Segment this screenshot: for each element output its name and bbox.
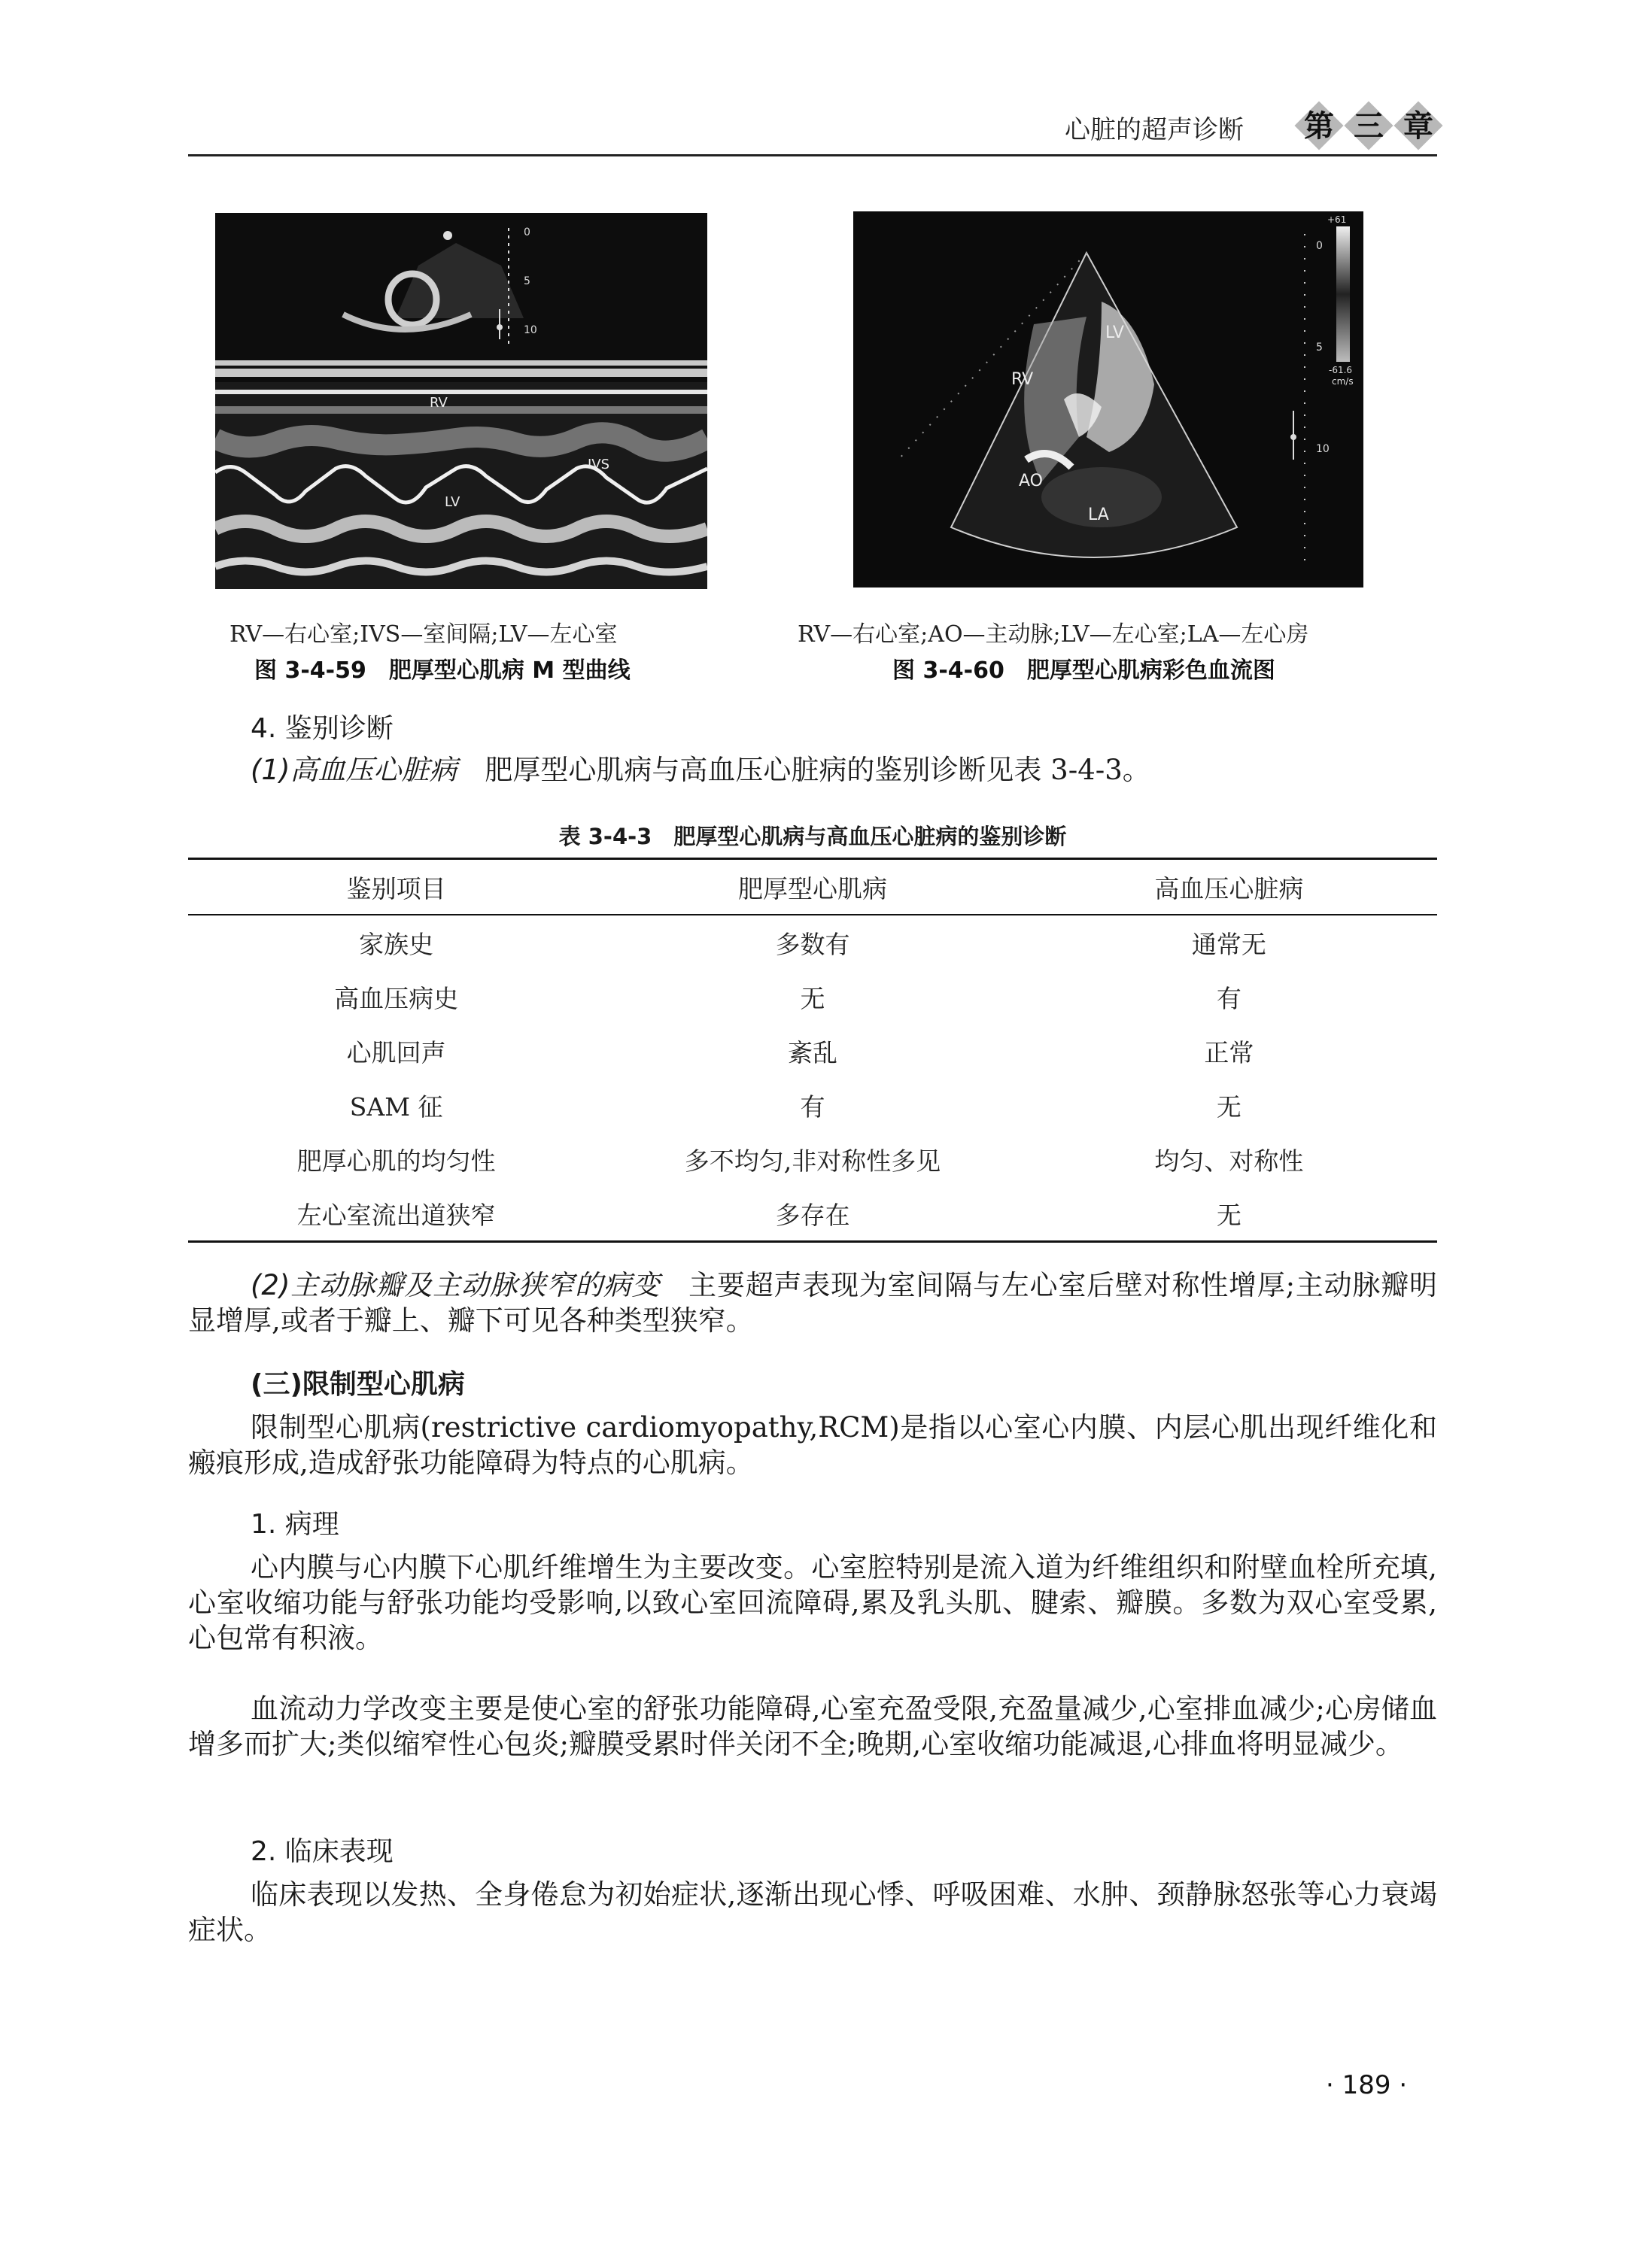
table-cell: 正常 <box>1204 1037 1254 1067</box>
table-cell: 多数有 <box>775 929 850 959</box>
running-title: 心脏的超声诊断 <box>1065 115 1244 145</box>
colorflow-velocity-bottom: -61.6 <box>1329 365 1353 375</box>
mmode-scale-10: 10 <box>524 324 537 336</box>
table-cell: 无 <box>800 983 825 1013</box>
mmode-scale-0: 0 <box>524 226 530 238</box>
table-cell: 高血压病史 <box>334 983 459 1013</box>
mmode-label-lv: LV <box>445 494 460 510</box>
table-cell: 多不均匀,非对称性多见 <box>684 1146 941 1176</box>
table-cell: 多存在 <box>604 1186 1020 1242</box>
figure-caption-3-4-59: 图 3-4-59 肥厚型心肌病 M 型曲线 <box>254 657 631 684</box>
table-header-row <box>188 859 1437 915</box>
item1-text: 肥厚型心肌病与高血压心脏病的鉴别诊断见表 3-4-3。 <box>457 754 1150 786</box>
chapter-char-3: 章 <box>1403 108 1433 144</box>
table-cell: 通常无 <box>1191 929 1266 959</box>
table-cell: 均匀、对称性 <box>1154 1146 1304 1176</box>
subheading-pathology: 1. 病理 <box>251 1509 339 1540</box>
page-number: · 189 · <box>1326 2070 1408 2100</box>
mmode-scale-5: 5 <box>524 275 530 287</box>
section-heading-rcm: (三)限制型心肌病 <box>251 1369 465 1400</box>
paragraph-item2 <box>188 1268 1437 1338</box>
section-heading-differential: 4. 鉴别诊断 <box>251 713 394 744</box>
colorflow-label-ao: AO <box>1019 472 1043 490</box>
table-row <box>188 970 1437 1024</box>
colorflow-label-lv: LV <box>1105 323 1124 342</box>
table-cell: SAM 征 <box>349 1091 443 1122</box>
comparison-table <box>188 858 1437 1243</box>
item2-text: 主要超声表现为室间隔与左心室后壁对称性增厚;主动脉瓣明显增厚,或者于瓣上、瓣下可见各种类型狭窄。 <box>188 1269 1437 1337</box>
table-row <box>188 915 1437 970</box>
item2-label: (2)主动脉瓣及主动脉狭窄的病变 <box>251 1269 661 1301</box>
colorflow-label-la: LA <box>1088 506 1109 524</box>
colorflow-scale-0: 0 <box>1316 240 1323 252</box>
figure-mmode-image <box>215 213 707 589</box>
chapter-badge <box>1294 104 1445 153</box>
paragraph-item1 <box>251 752 1437 788</box>
table-cell: 肥厚心肌的均匀性 <box>296 1146 496 1176</box>
table-row <box>188 1024 1437 1078</box>
subheading-clinical: 2. 临床表现 <box>251 1836 394 1867</box>
table-row <box>188 1132 1437 1186</box>
table-header-cell: 高血压心脏病 <box>1021 859 1437 915</box>
item1-label: (1)高血压心脏病 <box>251 754 457 786</box>
chapter-char-2: 三 <box>1354 108 1384 144</box>
table-header-cell: 肥厚型心肌病 <box>604 859 1020 915</box>
colorflow-label-rv: RV <box>1011 370 1034 389</box>
paragraph-rcm-intro: 限制型心肌病(restrictive cardiomyopathy,RCM)是指以心室心内膜、内层心肌出现纤维化和瘢痕形成,造成舒张功能障碍为特点的心肌病。 <box>188 1411 1437 1479</box>
paragraph-clinical: 临床表现以发热、全身倦怠为初始症状,逐渐出现心悸、呼吸困难、水肿、颈静脉怒张等心力衰竭症状。 <box>188 1878 1437 1946</box>
figure-caption-3-4-60: 图 3-4-60 肥厚型心肌病彩色血流图 <box>892 657 1275 684</box>
table-title: 表 3-4-3 肥厚型心肌病与高血压心脏病的鉴别诊断 <box>558 824 1067 849</box>
colorflow-scale-10: 10 <box>1316 443 1330 455</box>
table-row <box>188 1078 1437 1132</box>
table-cell: 无 <box>1216 1091 1242 1122</box>
table-cell: 家族史 <box>359 929 434 959</box>
table-row <box>188 1186 1437 1242</box>
mmode-label-ivs: IVS <box>588 457 610 472</box>
table-cell: 有 <box>1216 983 1242 1013</box>
chapter-char-1: 第 <box>1304 108 1334 144</box>
paragraph-pathology-1: 心内膜与心内膜下心肌纤维增生为主要改变。心室腔特别是流入道为纤维组织和附壁血栓所充填,心室收缩功能与舒张功能均受影响,以致心室回流障碍,累及乳头肌、腱索、瓣膜。多数为双心室受累,心包常有积液。 <box>188 1551 1437 1654</box>
table-cell: 左心室流出道狭窄 <box>188 1186 604 1242</box>
table-cell: 心肌回声 <box>346 1037 446 1067</box>
table-header-cell: 鉴别项目 <box>188 859 604 915</box>
colorflow-scale-5: 5 <box>1316 342 1323 354</box>
figure-legend-3-4-59: RV—右心室;IVS—室间隔;LV—左心室 <box>229 621 618 648</box>
colorflow-velocity-unit: cm/s <box>1332 376 1354 387</box>
figure-legend-3-4-60: RV—右心室;AO—主动脉;LV—左心室;LA—左心房 <box>798 621 1309 648</box>
figure-colorflow-image <box>853 211 1363 587</box>
header-rule <box>188 154 1437 156</box>
table-cell: 紊乱 <box>787 1037 837 1067</box>
table-cell: 有 <box>800 1091 825 1122</box>
table-cell: 无 <box>1021 1186 1437 1242</box>
colorflow-velocity-top: +61 <box>1327 214 1347 225</box>
mmode-label-rv: RV <box>430 395 448 411</box>
paragraph-pathology-2: 血流动力学改变主要是使心室的舒张功能障碍,心室充盈受限,充盈量减少,心室排血减少;心房储血增多而扩大;类似缩窄性心包炎;瓣膜受累时伴关闭不全;晚期,心室收缩功能减退,心排血将明显减少。 <box>188 1693 1437 1760</box>
